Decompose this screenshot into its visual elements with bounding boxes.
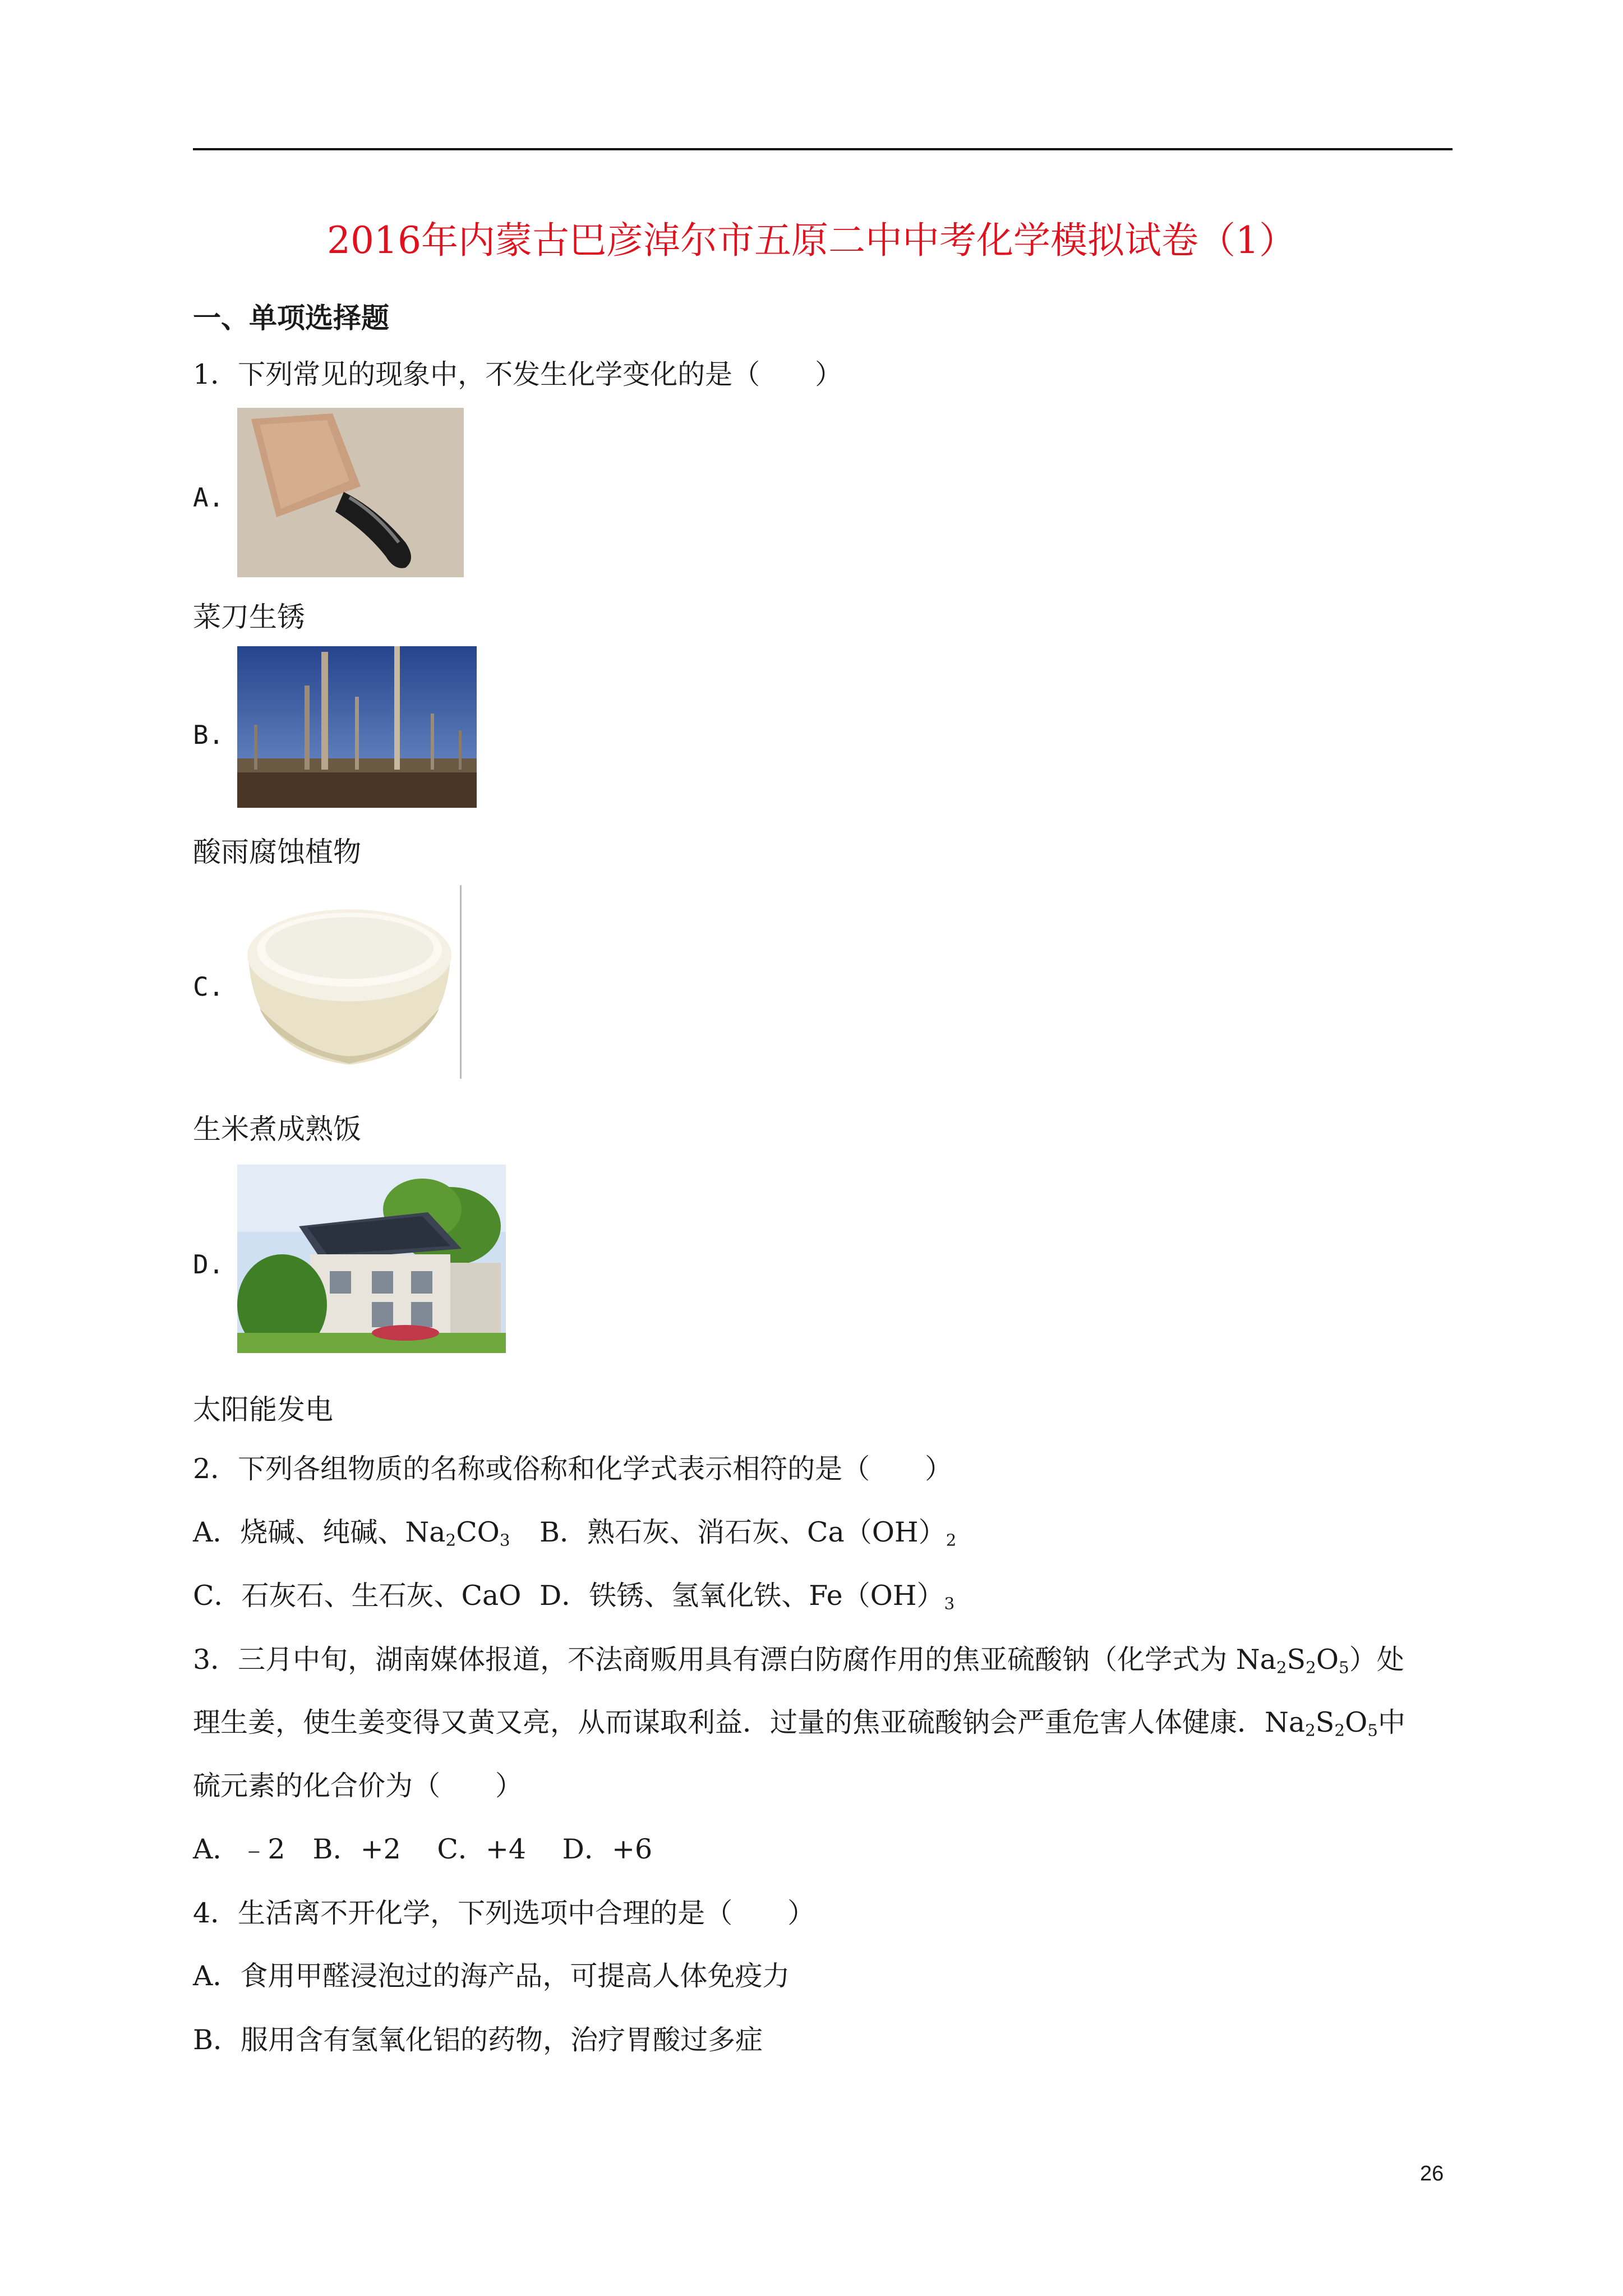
- q3-line-2: [193, 1706, 1405, 1740]
- q3-line-1: [193, 1646, 1404, 1676]
- q2-option-b-text: B．熟石灰、消石灰、Ca（OH）: [540, 1516, 946, 1548]
- q4-option-a: A．食用甲醛浸泡过的海产品，可提高人体免疫力: [193, 1960, 790, 1992]
- q1-option-a-caption: 菜刀生锈: [193, 601, 305, 633]
- q2-option-a-text: A．烧碱、纯碱、Na: [193, 1516, 446, 1548]
- q3-line-2-mid2: O: [1345, 1706, 1368, 1738]
- q1-stem: 1．下列常见的现象中，不发生化学变化的是（ ）: [193, 358, 843, 390]
- q2-option-d: [540, 1582, 955, 1612]
- q2-option-c: C．石灰石、生石灰、CaO: [193, 1580, 522, 1612]
- q2-option-a-sub2: 3: [499, 1530, 510, 1550]
- q2-option-a-text2: CO: [456, 1516, 500, 1548]
- q2-stem: 2．下列各组物质的名称或俗称和化学式表示相符的是（ ）: [193, 1453, 953, 1485]
- q2-option-a-sub1: 2: [445, 1530, 457, 1550]
- q2-option-b-sub: 2: [946, 1530, 957, 1550]
- q3-line-1-mid2: O: [1316, 1644, 1339, 1676]
- dead-trees-image: [237, 646, 477, 808]
- solar-panel-house-image: [237, 1165, 506, 1353]
- q1-option-c-caption: 生米煮成熟饭: [193, 1113, 361, 1145]
- q3-line-2-post: 中: [1377, 1706, 1405, 1738]
- q3-line-1-mid1: S: [1287, 1644, 1306, 1676]
- q3-line-2-mid1: S: [1315, 1706, 1335, 1738]
- rusty-kitchen-knife-image: [237, 408, 464, 577]
- page-title: 2016年内蒙古巴彦淖尔市五原二中中考化学模拟试卷（1）: [327, 219, 1296, 262]
- q2-option-d-sub: 3: [944, 1594, 955, 1613]
- page-number: 26: [1420, 2162, 1444, 2185]
- q1-option-c-label: C.: [193, 972, 224, 1002]
- q2-option-b: [540, 1516, 957, 1550]
- header-rule: [193, 148, 1453, 150]
- rice-bowl-image: [237, 885, 462, 1079]
- q3-line-1-sub2: 2: [1306, 1658, 1316, 1677]
- q2-option-d-text: D．铁锈、氢氧化铁、Fe（OH）: [540, 1580, 944, 1612]
- q4-option-b: B．服用含有氢氧化铝的药物，治疗胃酸过多症: [193, 2024, 763, 2056]
- q3-options: A．﹣2 B．+2 C．+4 D．+6: [193, 1833, 653, 1865]
- q3-line-1-sub1: 2: [1276, 1658, 1287, 1677]
- q1-option-a-label: A.: [193, 482, 224, 513]
- q4-stem: 4．生活离不开化学，下列选项中合理的是（ ）: [193, 1897, 815, 1929]
- q3-line-2-sub1: 2: [1305, 1720, 1316, 1740]
- q3-line-2-sub2: 2: [1334, 1720, 1345, 1740]
- q1-option-b-label: B.: [193, 720, 224, 750]
- q3-line-1-text: 3．三月中旬，湖南媒体报道，不法商贩用具有漂白防腐作用的焦亚硫酸钠（化学式为 Na: [193, 1644, 1276, 1676]
- q1-option-d-label: D.: [193, 1249, 224, 1280]
- q3-line-2-text: 理生姜，使生姜变得又黄又亮，从而谋取利益．过量的焦亚硫酸钠会严重危害人体健康．Na: [193, 1706, 1306, 1738]
- q3-line-2-sub3: 5: [1367, 1720, 1378, 1740]
- q3-line-1-post: ）处: [1349, 1644, 1404, 1676]
- q3-line-1-sub3: 5: [1339, 1658, 1349, 1677]
- section-heading: 一、单项选择题: [193, 302, 389, 334]
- q3-line-3: 硫元素的化合价为（ ）: [193, 1770, 523, 1802]
- q1-option-d-caption: 太阳能发电: [193, 1393, 333, 1426]
- q2-option-a: [193, 1516, 510, 1550]
- q1-option-b-caption: 酸雨腐蚀植物: [193, 836, 361, 868]
